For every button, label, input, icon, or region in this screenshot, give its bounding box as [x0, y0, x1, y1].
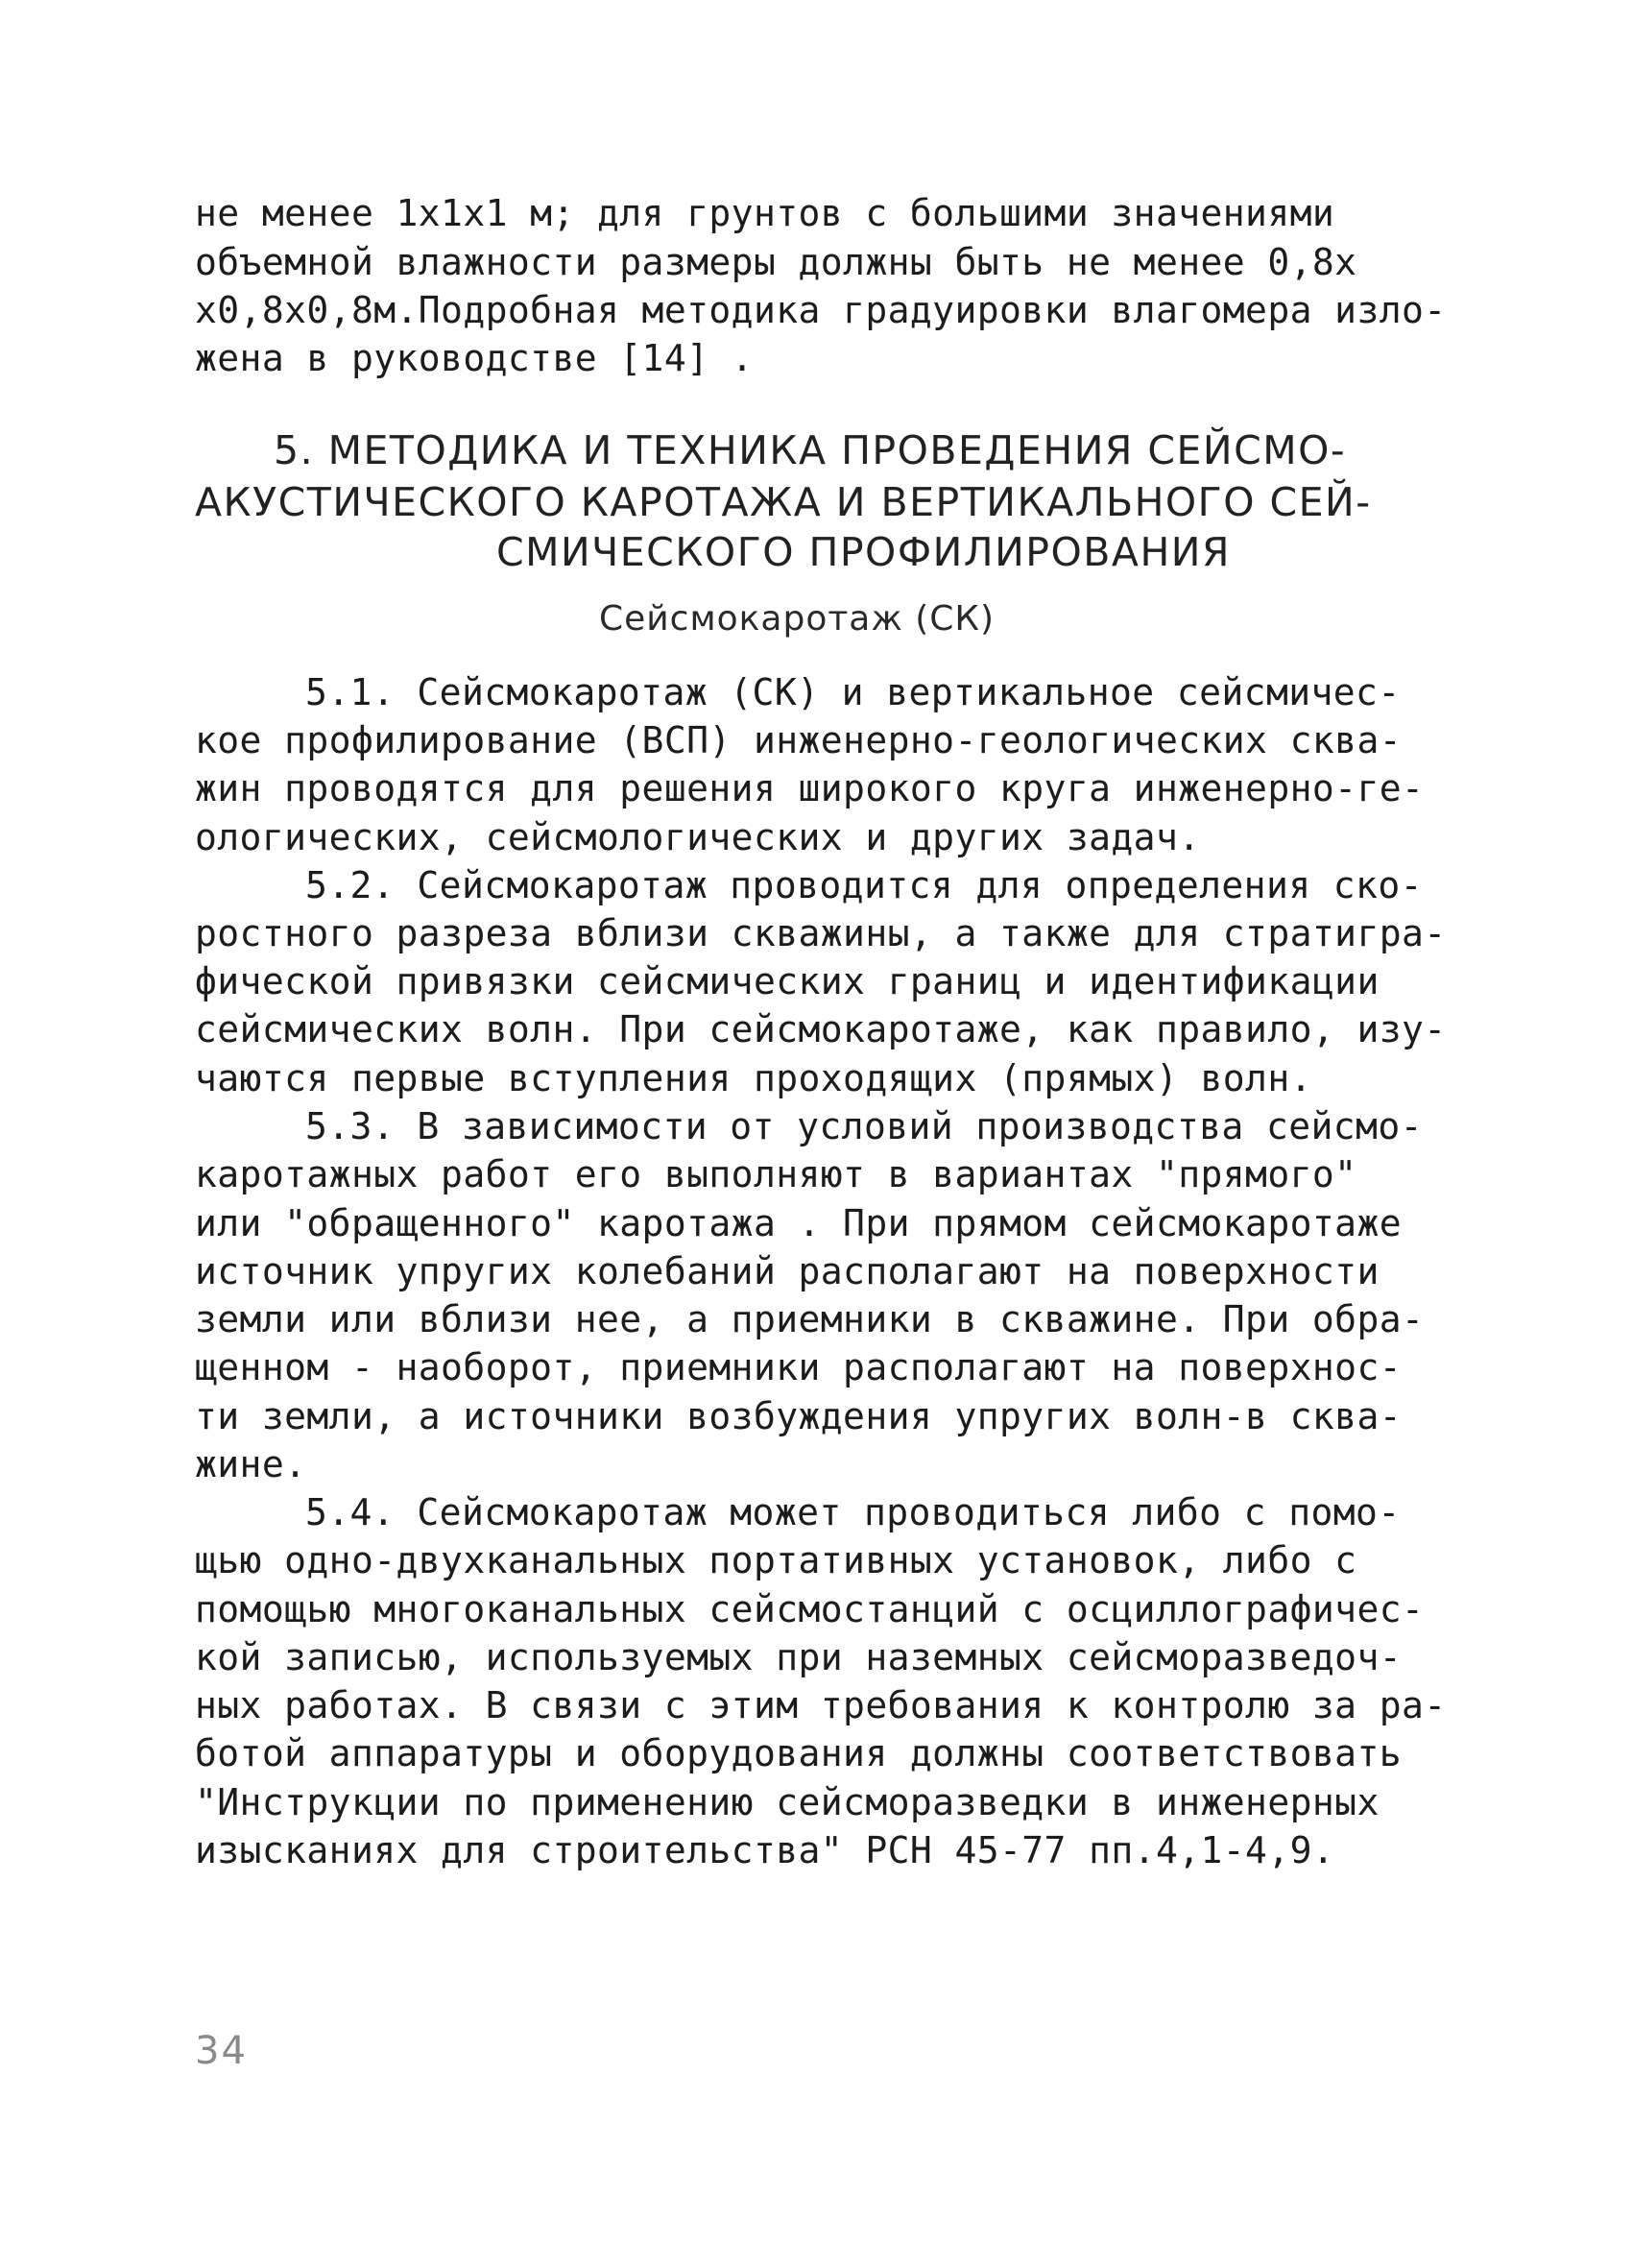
heading-line: АКУСТИЧЕСКОГО КАРОТАЖА И ВЕРТИКАЛЬНОГО СЕЙ- [195, 479, 1372, 525]
text-line: щенном - наоборот, приемники располагают на поверхнос- [195, 1346, 1403, 1388]
text-line: жена в руководстве [14] . [195, 337, 754, 379]
text-line: кое профилирование (ВСП) инженерно-геологических сква- [195, 719, 1403, 761]
text-line: ных работах. В связи с этим требования к контролю за ра- [195, 1684, 1447, 1726]
text-line: изысканиях для строительства" РСН 45-77 пп.4,1-4,9. [195, 1829, 1335, 1871]
text-line: кой записью, используемых при наземных сейсморазведоч- [195, 1636, 1403, 1678]
text-line: каротажных работ его выполняют в вариантах "прямого" [195, 1153, 1357, 1195]
text-line: источник упругих колебаний располагают на поверхности [195, 1250, 1380, 1292]
text-line: земли или вблизи нее, а приемники в скважине. При обра- [195, 1298, 1425, 1340]
text-line: 5.2. Сейсмокаротаж проводится для определения ско- [305, 864, 1423, 906]
text-line: 5.4. Сейсмокаротаж может проводиться либо с помо- [305, 1491, 1401, 1533]
text-line: жине. [195, 1443, 307, 1485]
text-line: ростного разреза вблизи скважины, а также для стратигра- [195, 912, 1447, 954]
heading-line: СМИЧЕСКОГО ПРОФИЛИРОВАНИЯ [496, 529, 1231, 575]
text-line: 5.1. Сейсмокаротаж (СК) и вертикальное сейсмичес- [305, 671, 1401, 713]
text-line: щью одно-двухканальных портативных установок, либо с [195, 1539, 1357, 1581]
text-line: или "обращенного" каротажа . При прямом сейсмокаротаже [195, 1202, 1403, 1244]
heading-line: 5. МЕТОДИКА И ТЕХНИКА ПРОВЕДЕНИЯ СЕЙСМО- [274, 427, 1347, 473]
text-line: чаются первые вступления проходящих (прямых) волн. [195, 1057, 1312, 1099]
text-line: "Инструкции по применению сейсморазведки в инженерных [195, 1781, 1380, 1823]
text-line: фической привязки сейсмических границ и идентификации [195, 960, 1380, 1002]
page-number: 34 [195, 2029, 248, 2073]
text-line: х0,8х0,8м.Подробная методика градуировки влагомера изло- [195, 289, 1447, 331]
text-line: ти земли, а источники возбуждения упругих волн-в сква- [195, 1395, 1403, 1437]
text-line: ботой аппаратуры и оборудования должны соответствовать [195, 1732, 1403, 1774]
text-line: объемной влажности размеры должны быть не менее 0,8х [195, 241, 1357, 283]
text-line: 5.3. В зависимости от условий производства сейсмо- [305, 1105, 1423, 1147]
text-line: сейсмических волн. При сейсмокаротаже, как правило, изу- [195, 1008, 1447, 1050]
text-line: не менее 1x1x1 м; для грунтов с большими значениями [195, 192, 1335, 234]
text-line: жин проводятся для решения широкого круга инженерно-ге- [195, 767, 1425, 809]
text-line: ологических, сейсмологических и других задач. [195, 816, 1201, 858]
subsection-title: Сейсмокаротаж (СК) [599, 599, 996, 639]
text-line: помощью многоканальных сейсмостанций с осциллографичес- [195, 1588, 1425, 1630]
